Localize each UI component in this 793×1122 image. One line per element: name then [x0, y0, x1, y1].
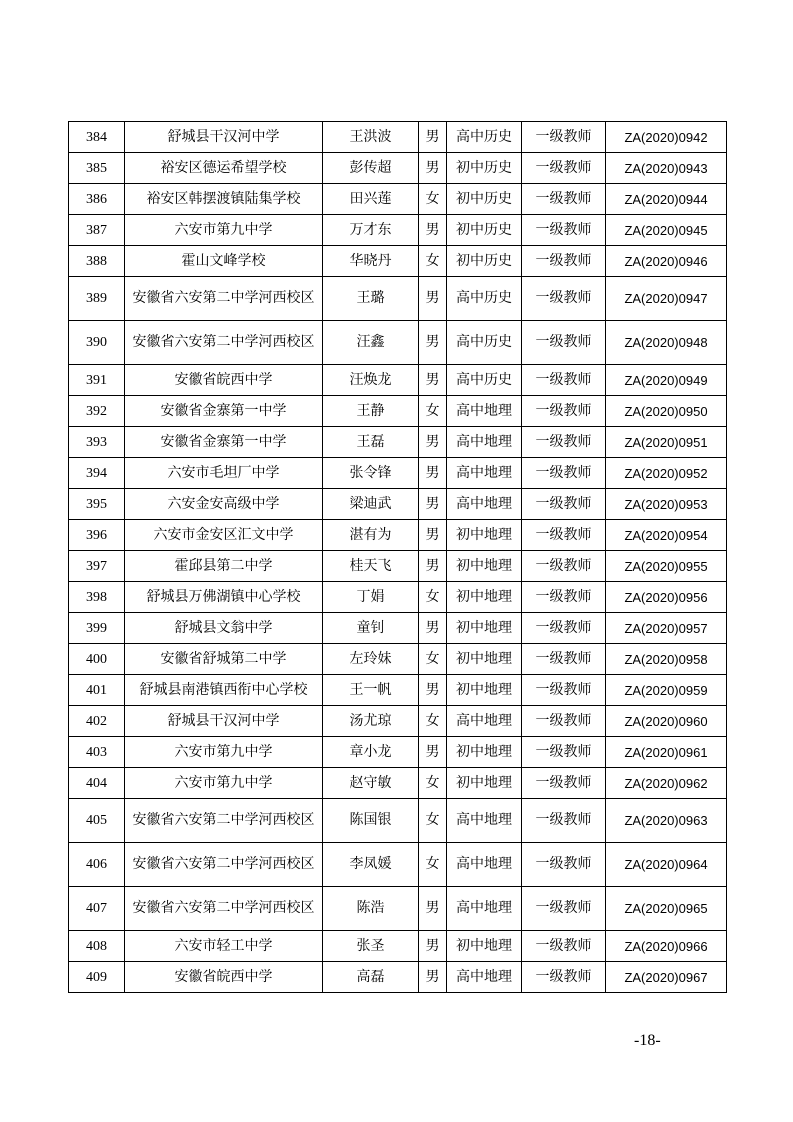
school-cell: 舒城县文翁中学 [125, 613, 323, 644]
row-number-cell: 407 [69, 887, 125, 931]
certificate-number-cell: ZA(2020)0957 [606, 613, 727, 644]
table-row [69, 427, 727, 458]
row-number-cell: 396 [69, 520, 125, 551]
professional-title-cell: 一级教师 [522, 768, 606, 799]
gender-cell: 男 [419, 215, 447, 246]
subject-cell: 初中地理 [447, 675, 522, 706]
subject-cell: 初中历史 [447, 184, 522, 215]
gender-cell: 男 [419, 489, 447, 520]
professional-title-cell: 一级教师 [522, 277, 606, 321]
school-cell: 安徽省六安第二中学河西校区 [125, 277, 323, 321]
professional-title-cell: 一级教师 [522, 365, 606, 396]
professional-title-cell: 一级教师 [522, 962, 606, 993]
subject-cell: 初中历史 [447, 153, 522, 184]
teacher-name-cell: 章小龙 [323, 737, 419, 768]
teacher-name-cell: 汪焕龙 [323, 365, 419, 396]
school-cell: 六安市第九中学 [125, 215, 323, 246]
subject-cell: 高中历史 [447, 321, 522, 365]
school-cell: 安徽省舒城第二中学 [125, 644, 323, 675]
certificate-number-cell: ZA(2020)0962 [606, 768, 727, 799]
certificate-number-cell: ZA(2020)0952 [606, 458, 727, 489]
row-number-cell: 387 [69, 215, 125, 246]
subject-cell: 高中历史 [447, 122, 522, 153]
teacher-name-cell: 王一帆 [323, 675, 419, 706]
teacher-name-cell: 汤尤琼 [323, 706, 419, 737]
gender-cell: 男 [419, 551, 447, 582]
certificate-number-cell: ZA(2020)0958 [606, 644, 727, 675]
gender-cell: 女 [419, 799, 447, 843]
gender-cell: 男 [419, 931, 447, 962]
gender-cell: 男 [419, 122, 447, 153]
row-number-cell: 399 [69, 613, 125, 644]
row-number-cell: 391 [69, 365, 125, 396]
gender-cell: 女 [419, 184, 447, 215]
page-number: -18- [634, 1032, 661, 1049]
subject-cell: 高中地理 [447, 843, 522, 887]
professional-title-cell: 一级教师 [522, 551, 606, 582]
school-cell: 安徽省皖西中学 [125, 962, 323, 993]
table-row [69, 396, 727, 427]
subject-cell: 初中地理 [447, 737, 522, 768]
gender-cell: 女 [419, 246, 447, 277]
table-row [69, 582, 727, 613]
subject-cell: 高中地理 [447, 706, 522, 737]
school-cell: 六安市第九中学 [125, 768, 323, 799]
subject-cell: 高中历史 [447, 277, 522, 321]
row-number-cell: 398 [69, 582, 125, 613]
professional-title-cell: 一级教师 [522, 582, 606, 613]
table-row [69, 613, 727, 644]
subject-cell: 高中地理 [447, 396, 522, 427]
table-row [69, 843, 727, 887]
school-cell: 安徽省六安第二中学河西校区 [125, 799, 323, 843]
table-row [69, 215, 727, 246]
certificate-number-cell: ZA(2020)0950 [606, 396, 727, 427]
subject-cell: 初中地理 [447, 551, 522, 582]
school-cell: 舒城县万佛湖镇中心学校 [125, 582, 323, 613]
table-row [69, 644, 727, 675]
table-row [69, 365, 727, 396]
school-cell: 六安市第九中学 [125, 737, 323, 768]
teacher-name-cell: 王璐 [323, 277, 419, 321]
professional-title-cell: 一级教师 [522, 489, 606, 520]
row-number-cell: 409 [69, 962, 125, 993]
gender-cell: 男 [419, 675, 447, 706]
gender-cell: 男 [419, 458, 447, 489]
school-cell: 六安市轻工中学 [125, 931, 323, 962]
teacher-name-cell: 桂天飞 [323, 551, 419, 582]
row-number-cell: 393 [69, 427, 125, 458]
row-number-cell: 384 [69, 122, 125, 153]
subject-cell: 初中地理 [447, 768, 522, 799]
table-row [69, 246, 727, 277]
school-cell: 六安市金安区汇文中学 [125, 520, 323, 551]
professional-title-cell: 一级教师 [522, 843, 606, 887]
row-number-cell: 390 [69, 321, 125, 365]
subject-cell: 高中历史 [447, 365, 522, 396]
certificate-number-cell: ZA(2020)0947 [606, 277, 727, 321]
professional-title-cell: 一级教师 [522, 246, 606, 277]
table-row [69, 962, 727, 993]
table-row [69, 520, 727, 551]
school-cell: 裕安区韩摆渡镇陆集学校 [125, 184, 323, 215]
professional-title-cell: 一级教师 [522, 887, 606, 931]
teacher-name-cell: 张令锋 [323, 458, 419, 489]
teacher-name-cell: 童钊 [323, 613, 419, 644]
table-row [69, 277, 727, 321]
gender-cell: 女 [419, 706, 447, 737]
gender-cell: 女 [419, 582, 447, 613]
row-number-cell: 397 [69, 551, 125, 582]
teacher-roster-table [68, 121, 727, 993]
professional-title-cell: 一级教师 [522, 931, 606, 962]
teacher-name-cell: 王磊 [323, 427, 419, 458]
teacher-name-cell: 彭传超 [323, 153, 419, 184]
teacher-name-cell: 陈国银 [323, 799, 419, 843]
school-cell: 舒城县南港镇西衔中心学校 [125, 675, 323, 706]
school-cell: 裕安区德运希望学校 [125, 153, 323, 184]
teacher-name-cell: 王静 [323, 396, 419, 427]
table-row [69, 122, 727, 153]
table-row [69, 675, 727, 706]
subject-cell: 初中地理 [447, 520, 522, 551]
certificate-number-cell: ZA(2020)0960 [606, 706, 727, 737]
certificate-number-cell: ZA(2020)0961 [606, 737, 727, 768]
school-cell: 霍山文峰学校 [125, 246, 323, 277]
professional-title-cell: 一级教师 [522, 184, 606, 215]
teacher-name-cell: 汪鑫 [323, 321, 419, 365]
table-row [69, 489, 727, 520]
certificate-number-cell: ZA(2020)0948 [606, 321, 727, 365]
table-row [69, 737, 727, 768]
teacher-roster-body [69, 122, 727, 993]
certificate-number-cell: ZA(2020)0943 [606, 153, 727, 184]
gender-cell: 女 [419, 644, 447, 675]
school-cell: 安徽省六安第二中学河西校区 [125, 887, 323, 931]
row-number-cell: 403 [69, 737, 125, 768]
certificate-number-cell: ZA(2020)0949 [606, 365, 727, 396]
professional-title-cell: 一级教师 [522, 675, 606, 706]
school-cell: 舒城县干汉河中学 [125, 706, 323, 737]
professional-title-cell: 一级教师 [522, 644, 606, 675]
gender-cell: 女 [419, 396, 447, 427]
gender-cell: 女 [419, 843, 447, 887]
professional-title-cell: 一级教师 [522, 737, 606, 768]
professional-title-cell: 一级教师 [522, 520, 606, 551]
subject-cell: 初中地理 [447, 613, 522, 644]
table-row [69, 184, 727, 215]
teacher-name-cell: 赵守敏 [323, 768, 419, 799]
subject-cell: 初中历史 [447, 246, 522, 277]
table-row [69, 706, 727, 737]
teacher-name-cell: 丁娟 [323, 582, 419, 613]
gender-cell: 女 [419, 768, 447, 799]
row-number-cell: 406 [69, 843, 125, 887]
teacher-name-cell: 李凤媛 [323, 843, 419, 887]
teacher-name-cell: 万才东 [323, 215, 419, 246]
subject-cell: 初中地理 [447, 582, 522, 613]
certificate-number-cell: ZA(2020)0946 [606, 246, 727, 277]
certificate-number-cell: ZA(2020)0966 [606, 931, 727, 962]
gender-cell: 男 [419, 153, 447, 184]
school-cell: 安徽省六安第二中学河西校区 [125, 843, 323, 887]
gender-cell: 男 [419, 427, 447, 458]
certificate-number-cell: ZA(2020)0945 [606, 215, 727, 246]
table-row [69, 931, 727, 962]
school-cell: 安徽省金寨第一中学 [125, 427, 323, 458]
row-number-cell: 408 [69, 931, 125, 962]
row-number-cell: 401 [69, 675, 125, 706]
subject-cell: 高中地理 [447, 489, 522, 520]
gender-cell: 男 [419, 737, 447, 768]
subject-cell: 高中地理 [447, 458, 522, 489]
table-row [69, 887, 727, 931]
teacher-name-cell: 湛有为 [323, 520, 419, 551]
professional-title-cell: 一级教师 [522, 427, 606, 458]
table-row [69, 458, 727, 489]
subject-cell: 初中地理 [447, 644, 522, 675]
school-cell: 霍邱县第二中学 [125, 551, 323, 582]
school-cell: 安徽省金寨第一中学 [125, 396, 323, 427]
row-number-cell: 389 [69, 277, 125, 321]
school-cell: 安徽省皖西中学 [125, 365, 323, 396]
row-number-cell: 400 [69, 644, 125, 675]
teacher-name-cell: 华晓丹 [323, 246, 419, 277]
teacher-name-cell: 左玲妹 [323, 644, 419, 675]
gender-cell: 男 [419, 277, 447, 321]
gender-cell: 男 [419, 613, 447, 644]
row-number-cell: 394 [69, 458, 125, 489]
professional-title-cell: 一级教师 [522, 215, 606, 246]
gender-cell: 男 [419, 520, 447, 551]
certificate-number-cell: ZA(2020)0955 [606, 551, 727, 582]
subject-cell: 初中历史 [447, 215, 522, 246]
certificate-number-cell: ZA(2020)0942 [606, 122, 727, 153]
subject-cell: 高中地理 [447, 887, 522, 931]
teacher-name-cell: 高磊 [323, 962, 419, 993]
school-cell: 六安金安高级中学 [125, 489, 323, 520]
row-number-cell: 392 [69, 396, 125, 427]
professional-title-cell: 一级教师 [522, 706, 606, 737]
school-cell: 安徽省六安第二中学河西校区 [125, 321, 323, 365]
certificate-number-cell: ZA(2020)0964 [606, 843, 727, 887]
professional-title-cell: 一级教师 [522, 122, 606, 153]
certificate-number-cell: ZA(2020)0944 [606, 184, 727, 215]
certificate-number-cell: ZA(2020)0956 [606, 582, 727, 613]
table-row [69, 799, 727, 843]
table-row [69, 321, 727, 365]
teacher-name-cell: 张圣 [323, 931, 419, 962]
professional-title-cell: 一级教师 [522, 458, 606, 489]
gender-cell: 男 [419, 365, 447, 396]
row-number-cell: 386 [69, 184, 125, 215]
row-number-cell: 404 [69, 768, 125, 799]
row-number-cell: 405 [69, 799, 125, 843]
professional-title-cell: 一级教师 [522, 153, 606, 184]
professional-title-cell: 一级教师 [522, 396, 606, 427]
professional-title-cell: 一级教师 [522, 613, 606, 644]
professional-title-cell: 一级教师 [522, 321, 606, 365]
row-number-cell: 388 [69, 246, 125, 277]
gender-cell: 男 [419, 962, 447, 993]
professional-title-cell: 一级教师 [522, 799, 606, 843]
subject-cell: 高中地理 [447, 799, 522, 843]
gender-cell: 男 [419, 321, 447, 365]
subject-cell: 高中地理 [447, 427, 522, 458]
table-row [69, 551, 727, 582]
teacher-name-cell: 田兴莲 [323, 184, 419, 215]
teacher-name-cell: 陈浩 [323, 887, 419, 931]
gender-cell: 男 [419, 887, 447, 931]
school-cell: 六安市毛坦厂中学 [125, 458, 323, 489]
row-number-cell: 385 [69, 153, 125, 184]
row-number-cell: 402 [69, 706, 125, 737]
certificate-number-cell: ZA(2020)0963 [606, 799, 727, 843]
teacher-name-cell: 梁迪武 [323, 489, 419, 520]
teacher-name-cell: 王洪波 [323, 122, 419, 153]
certificate-number-cell: ZA(2020)0953 [606, 489, 727, 520]
school-cell: 舒城县干汉河中学 [125, 122, 323, 153]
certificate-number-cell: ZA(2020)0965 [606, 887, 727, 931]
row-number-cell: 395 [69, 489, 125, 520]
certificate-number-cell: ZA(2020)0951 [606, 427, 727, 458]
table-row [69, 153, 727, 184]
certificate-number-cell: ZA(2020)0959 [606, 675, 727, 706]
subject-cell: 初中地理 [447, 931, 522, 962]
certificate-number-cell: ZA(2020)0954 [606, 520, 727, 551]
certificate-number-cell: ZA(2020)0967 [606, 962, 727, 993]
table-row [69, 768, 727, 799]
subject-cell: 高中地理 [447, 962, 522, 993]
